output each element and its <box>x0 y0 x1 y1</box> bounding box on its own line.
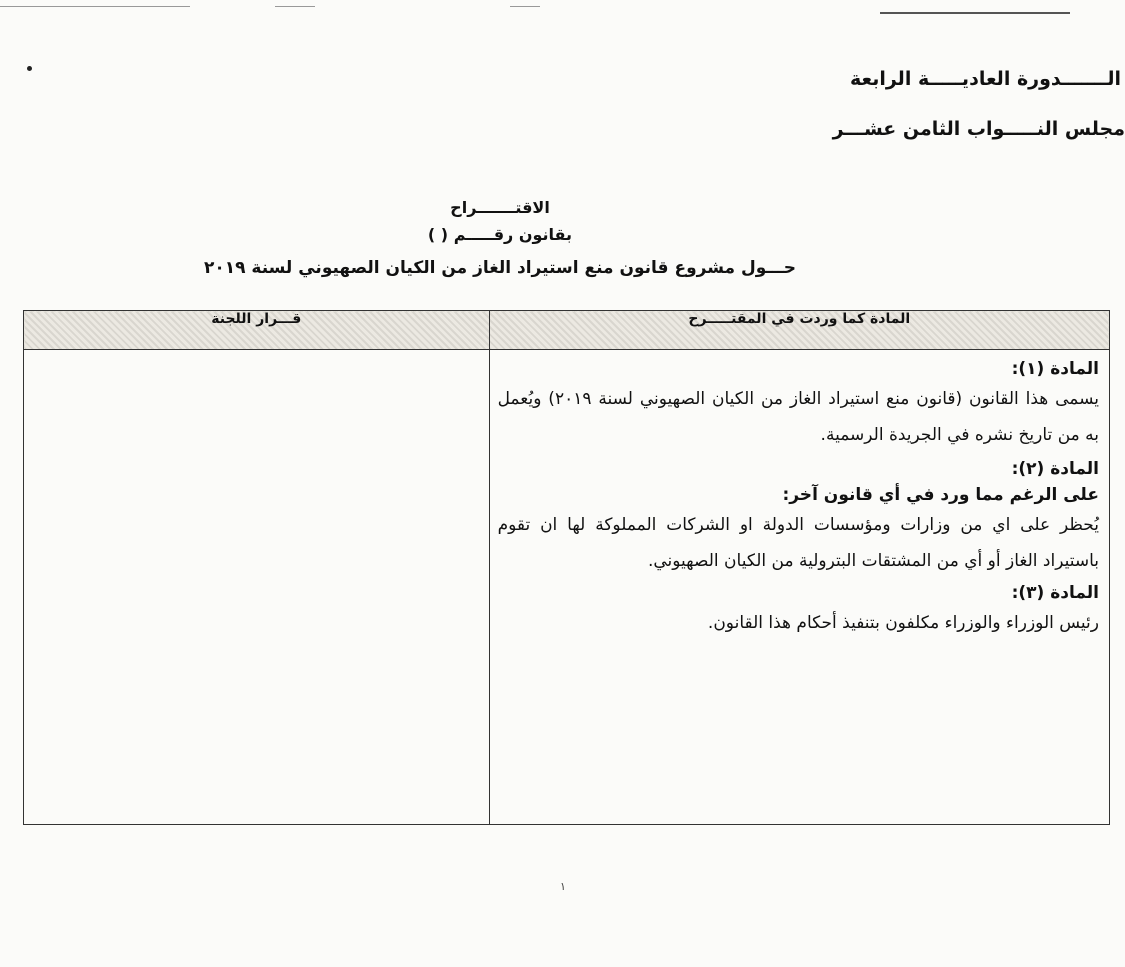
article-2-subheading: على الرغم مما ورد في أي قانون آخر: <box>782 485 1099 506</box>
council-title: مجلس النـــــواب الثامن عشـــر <box>832 118 1125 140</box>
page-number: ١ <box>560 880 566 893</box>
article-1-text: يسمى هذا القانون (قانون منع استيراد الغاز من الكيان الصهيوني لسنة ٢٠١٩) ويُعمل به من تاريخ نشره في الجريدة الرسمية. <box>497 389 1099 446</box>
proposal-title: الاقتـــــــراح <box>450 198 550 217</box>
decision-column-header: قـــرار اللجنة <box>24 311 490 350</box>
scan-edge-line <box>510 6 540 7</box>
article-cell <box>489 350 1109 825</box>
article-1-heading: المادة (١): <box>1011 359 1099 379</box>
article-3-text: رئيس الوزراء والوزراء مكلفون بتنفيذ أحكام هذا القانون. <box>707 613 1099 634</box>
article-3-heading: المادة (٣): <box>1011 582 1099 603</box>
law-number: بقانون رقـــــم ( ) <box>427 225 573 244</box>
table-header-row <box>24 311 1110 350</box>
proposal-table <box>23 310 1110 825</box>
article-column-header: المادة كما وردت في المقتـــــرح <box>489 311 1109 350</box>
article-2-text: يُحظر على اي من وزارات ومؤسسات الدولة او الشركات المملوكة لها ان تقوم باستيراد الغاز أو أي من المشتقات البترولية من الكيان الصهيوني. <box>497 515 1099 572</box>
scan-edge-line <box>275 6 315 7</box>
proposal-subject: حـــول مشروع قانون منع استيراد الغاز من الكيان الصهيوني لسنة ٢٠١٩ <box>203 258 797 278</box>
session-title: الـــــــدورة العاديـــــة الرابعة <box>849 68 1121 90</box>
table-row <box>24 350 1110 825</box>
scan-edge-line <box>0 6 190 7</box>
scan-edge-line <box>880 12 1070 14</box>
scan-dot <box>27 66 32 71</box>
article-2-heading: المادة (٢): <box>1011 458 1099 479</box>
decision-cell <box>24 350 490 825</box>
